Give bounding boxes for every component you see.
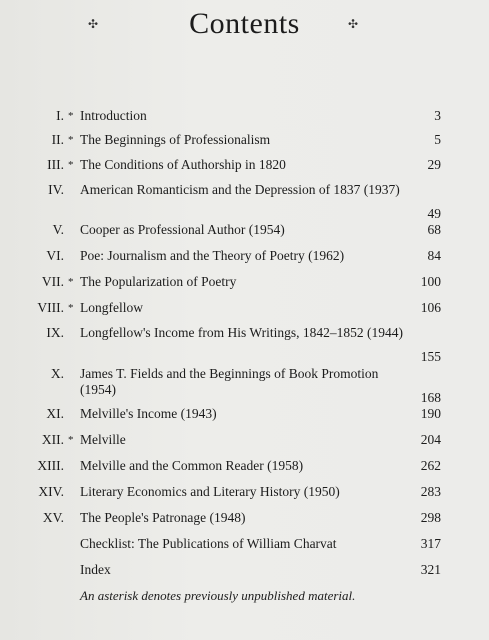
page-number: 321 — [420, 562, 441, 577]
page-number: 283 — [420, 484, 441, 499]
chapter-number: VI. — [46, 248, 64, 263]
chapter-title: Index — [80, 562, 111, 577]
chapter-number: XIV. — [38, 484, 64, 499]
page-title: Contents — [189, 7, 300, 40]
asterisk-marker: * — [68, 276, 74, 288]
chapter-title: The Beginnings of Professionalism — [80, 132, 271, 147]
chapter-number: X. — [50, 366, 64, 381]
chapter-number: XIII. — [37, 458, 64, 473]
chapter-number: I. — [56, 108, 64, 123]
chapter-number: IV. — [48, 182, 64, 197]
page-number: 262 — [420, 458, 441, 473]
chapter-title: James T. Fields and the Beginnings of Book Promotion (1954) — [80, 366, 379, 397]
asterisk-marker: * — [68, 134, 74, 146]
chapter-title: Longfellow — [80, 300, 143, 315]
page-number: 168 — [420, 390, 441, 405]
asterisk-marker: * — [68, 434, 74, 446]
page-number: 190 — [420, 406, 441, 421]
page-number: 317 — [420, 536, 441, 551]
chapter-number: XII. — [41, 432, 64, 447]
page-number: 106 — [420, 300, 441, 315]
page-number: 155 — [420, 349, 441, 364]
page-number: 3 — [434, 108, 441, 123]
page-number: 100 — [420, 274, 441, 289]
contents-header — [0, 4, 489, 44]
chapter-title: Melville and the Common Reader (1958) — [80, 458, 304, 473]
page-number: 5 — [434, 132, 441, 147]
chapter-title: Cooper as Professional Author (1954) — [80, 222, 285, 237]
asterisk-marker: * — [68, 302, 74, 314]
chapter-number: VIII. — [37, 300, 64, 315]
chapter-title: Introduction — [80, 108, 147, 123]
chapter-number: II. — [51, 132, 64, 147]
chapter-title: Poe: Journalism and the Theory of Poetry (1962) — [80, 248, 345, 263]
page-number: 49 — [427, 206, 441, 221]
right-ornament-icon: ✣ — [348, 17, 359, 31]
chapter-number: V. — [52, 222, 64, 237]
chapter-number: XV. — [42, 510, 64, 525]
chapter-title: Longfellow's Income from His Writings, 1842–1852 (1944) — [80, 325, 403, 340]
chapter-title: Checklist: The Publications of William Charvat — [80, 536, 337, 551]
left-ornament-icon: ✣ — [88, 17, 99, 31]
asterisk-marker: * — [68, 110, 74, 122]
chapter-title: The People's Patronage (1948) — [80, 510, 246, 525]
page-number: 68 — [427, 222, 441, 237]
footnote: An asterisk denotes previously unpublished material. — [80, 588, 356, 603]
page-number: 84 — [427, 248, 441, 263]
chapter-number: IX. — [46, 325, 64, 340]
asterisk-marker: * — [68, 159, 74, 171]
chapter-title: The Popularization of Poetry — [80, 274, 237, 289]
page-number: 29 — [427, 157, 441, 172]
chapter-title: Literary Economics and Literary History (1950) — [80, 484, 340, 499]
chapter-title: Melville's Income (1943) — [80, 406, 217, 421]
page-number: 298 — [420, 510, 441, 525]
chapter-number: XI. — [46, 406, 64, 421]
page-number: 204 — [420, 432, 441, 447]
chapter-number: III. — [47, 157, 64, 172]
chapter-number: VII. — [41, 274, 64, 289]
chapter-title: American Romanticism and the Depression of 1837 (1937) — [80, 182, 400, 197]
chapter-title: The Conditions of Authorship in 1820 — [80, 157, 286, 172]
chapter-title: Melville — [80, 432, 126, 447]
